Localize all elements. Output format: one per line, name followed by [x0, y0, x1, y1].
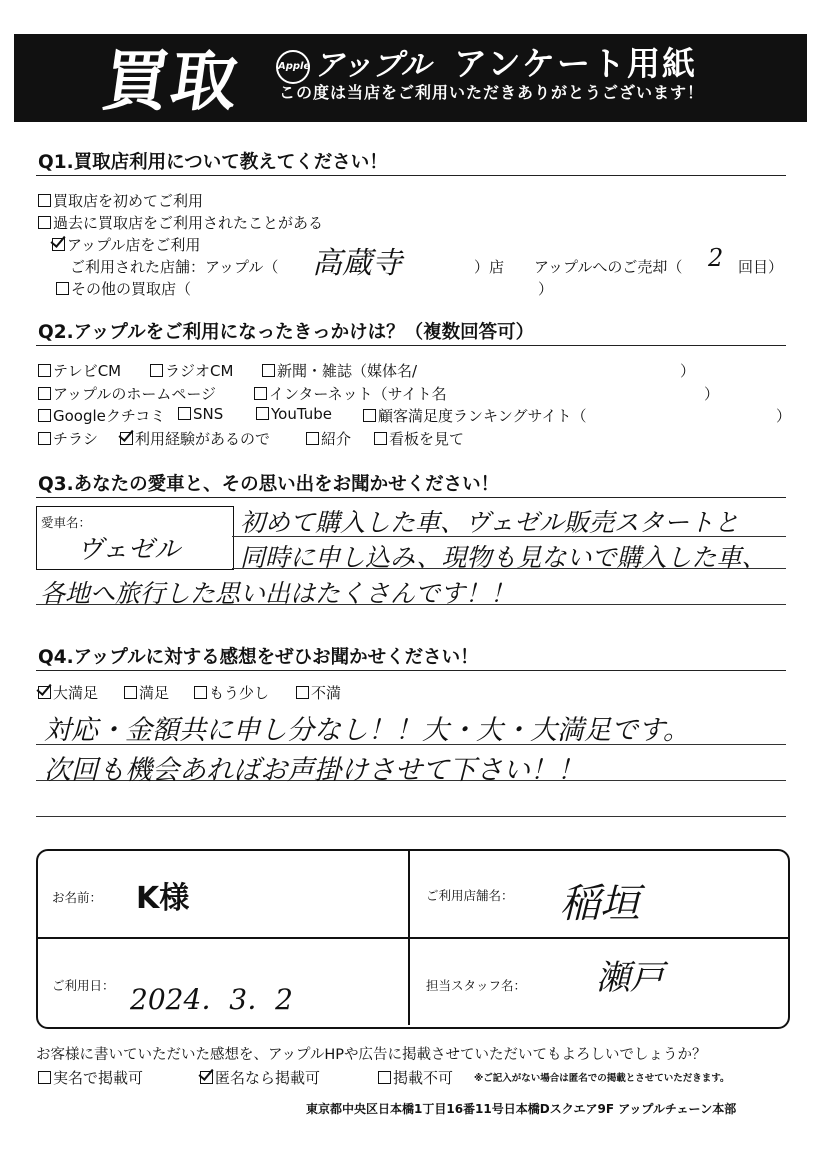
consent-option-realname[interactable]: 実名で掲載可: [38, 1067, 143, 1088]
q1-store-suffix: ）店: [474, 258, 505, 276]
q3-answer-line2[interactable]: 同時に申し込み、現物も見ないで購入した車、: [240, 543, 767, 572]
checkbox[interactable]: [150, 364, 163, 377]
checkbox[interactable]: [38, 409, 51, 422]
q2-internet-close: ）: [704, 385, 720, 403]
q1-option-other[interactable]: その他の買取店（: [56, 278, 191, 299]
q3-title: Q3.あなたの愛車と、その思い出をお聞かせください！: [38, 474, 500, 495]
staff-label: 担当スタッフ名：: [426, 978, 527, 993]
car-name-label: 愛車名：: [41, 515, 92, 530]
checkbox-checked[interactable]: [200, 1071, 213, 1084]
q4-answer-line1[interactable]: 対応・金額共に申し分なし！！大・大・大満足です。: [44, 715, 690, 746]
store-name-label: ご利用店舗名：: [426, 888, 514, 903]
q4-option-dissatisfied[interactable]: 不満: [296, 682, 341, 703]
q2-option-experience[interactable]: 利用経験があるので: [120, 428, 270, 449]
form-title: アンケート用紙: [454, 44, 698, 83]
consent-option-anonymous[interactable]: 匿名なら掲載可: [200, 1067, 320, 1088]
q2-title: Q2.アップルをご利用になったきっかけは？（複数回答可）: [38, 322, 535, 343]
divider: [36, 175, 786, 176]
car-name-value[interactable]: ヴェゼル: [77, 535, 180, 565]
checkbox[interactable]: [254, 387, 267, 400]
apple-logo: [276, 40, 431, 84]
apple-logo-text: アップル: [314, 48, 431, 83]
q4-title: Q4.アップルに対する感想をぜひお聞かせください！: [38, 647, 479, 668]
q1-title: Q1.買取店利用について教えてください！: [38, 152, 388, 173]
q1-store-prefix: ご利用された店舗：アップル（: [70, 258, 279, 276]
staff-value[interactable]: 瀬戸: [596, 958, 664, 998]
q2-news-close: ）: [680, 362, 696, 380]
q2-ranking-close: ）: [776, 407, 792, 425]
consent-option-no[interactable]: 掲載不可: [378, 1067, 453, 1088]
info-divider-horizontal: [36, 937, 788, 939]
q4-answer-line2[interactable]: 次回も機会あればお声掛けさせて下さい！！: [44, 755, 584, 786]
name-value[interactable]: K様: [136, 881, 190, 916]
divider: [36, 345, 786, 346]
checkbox[interactable]: [178, 407, 191, 420]
q2-option-signboard[interactable]: 看板を見て: [374, 428, 464, 449]
q4-option-more[interactable]: もう少し: [194, 682, 269, 703]
store-name-value[interactable]: 稲垣: [560, 881, 640, 927]
checkbox[interactable]: [374, 432, 387, 445]
q2-option-tv[interactable]: テレビCM: [38, 360, 121, 381]
q1-count-suffix: 回目）: [738, 258, 784, 276]
checkbox[interactable]: [38, 432, 51, 445]
checkbox-checked[interactable]: [52, 238, 65, 251]
q2-option-referral[interactable]: 紹介: [306, 428, 351, 449]
q4-option-satisfied[interactable]: 満足: [124, 682, 169, 703]
checkbox-checked[interactable]: [38, 686, 51, 699]
kaitori-logo-text: 買取: [97, 43, 245, 120]
q4-option-very-satisfied[interactable]: 大満足: [38, 682, 98, 703]
checkbox[interactable]: [56, 282, 69, 295]
checkbox-checked[interactable]: [120, 432, 133, 445]
q1-other-close: ）: [538, 280, 554, 298]
checkbox[interactable]: [38, 364, 51, 377]
header-banner: [14, 34, 807, 122]
date-value[interactable]: 2024．3．2: [130, 983, 293, 1016]
checkbox[interactable]: [38, 387, 51, 400]
checkbox[interactable]: [38, 1071, 51, 1084]
name-label: お名前：: [52, 890, 103, 905]
q2-option-flyer[interactable]: チラシ: [38, 428, 98, 449]
q1-option-past[interactable]: 過去に買取店をご利用されたことがある: [38, 212, 323, 233]
checkbox[interactable]: [38, 194, 51, 207]
q2-option-google[interactable]: Googleクチコミ: [38, 405, 165, 426]
checkbox[interactable]: [363, 409, 376, 422]
q1-count-value[interactable]: 2: [708, 244, 724, 272]
answer-line: [36, 816, 786, 817]
checkbox[interactable]: [194, 686, 207, 699]
q3-answer-line3[interactable]: 各地へ旅行した思い出はたくさんです！！: [40, 579, 516, 608]
q3-answer-line1[interactable]: 初めて購入した車、ヴェゼル販売スタートと: [240, 508, 740, 537]
q1-option-apple[interactable]: アップル店をご利用: [52, 234, 200, 255]
q2-option-sns[interactable]: SNS: [178, 405, 223, 423]
consent-note: ※ご記入がない場合は匿名での掲載とさせていただきます。: [474, 1073, 730, 1084]
q2-option-ranking[interactable]: 顧客満足度ランキングサイト（: [363, 405, 587, 426]
q1-count-prefix: アップルへのご売却（: [534, 258, 683, 276]
checkbox[interactable]: [38, 216, 51, 229]
checkbox[interactable]: [256, 407, 269, 420]
checkbox[interactable]: [378, 1071, 391, 1084]
form-subtitle: この度は当店をご利用いただきありがとうございます！: [279, 83, 705, 102]
apple-badge-icon: Apple: [276, 50, 310, 84]
checkbox[interactable]: [306, 432, 319, 445]
q2-option-homepage[interactable]: アップルのホームページ: [38, 383, 216, 404]
checkbox[interactable]: [262, 364, 275, 377]
footer-address: 東京都中央区日本橋1丁目16番11号日本橋Dスクエア9F アップルチェーン本部: [306, 1102, 737, 1116]
checkbox[interactable]: [124, 686, 137, 699]
date-label: ご利用日：: [52, 978, 115, 993]
q1-option-first[interactable]: 買取店を初めてご利用: [38, 190, 203, 211]
checkbox[interactable]: [296, 686, 309, 699]
q2-option-news[interactable]: 新聞・雑誌（媒体名/: [262, 360, 417, 381]
q2-option-radio[interactable]: ラジオCM: [150, 360, 233, 381]
q2-option-internet[interactable]: インターネット（サイト名: [254, 383, 447, 404]
divider: [36, 497, 786, 498]
q1-store-value[interactable]: 高蔵寺: [312, 246, 402, 281]
car-name-box[interactable]: [36, 506, 234, 570]
consent-question: お客様に書いていただいた感想を、アップルHPや広告に掲載させていただいてもよろしいでしょうか？: [36, 1047, 707, 1063]
q2-option-youtube[interactable]: YouTube: [256, 405, 332, 423]
divider: [36, 670, 786, 671]
